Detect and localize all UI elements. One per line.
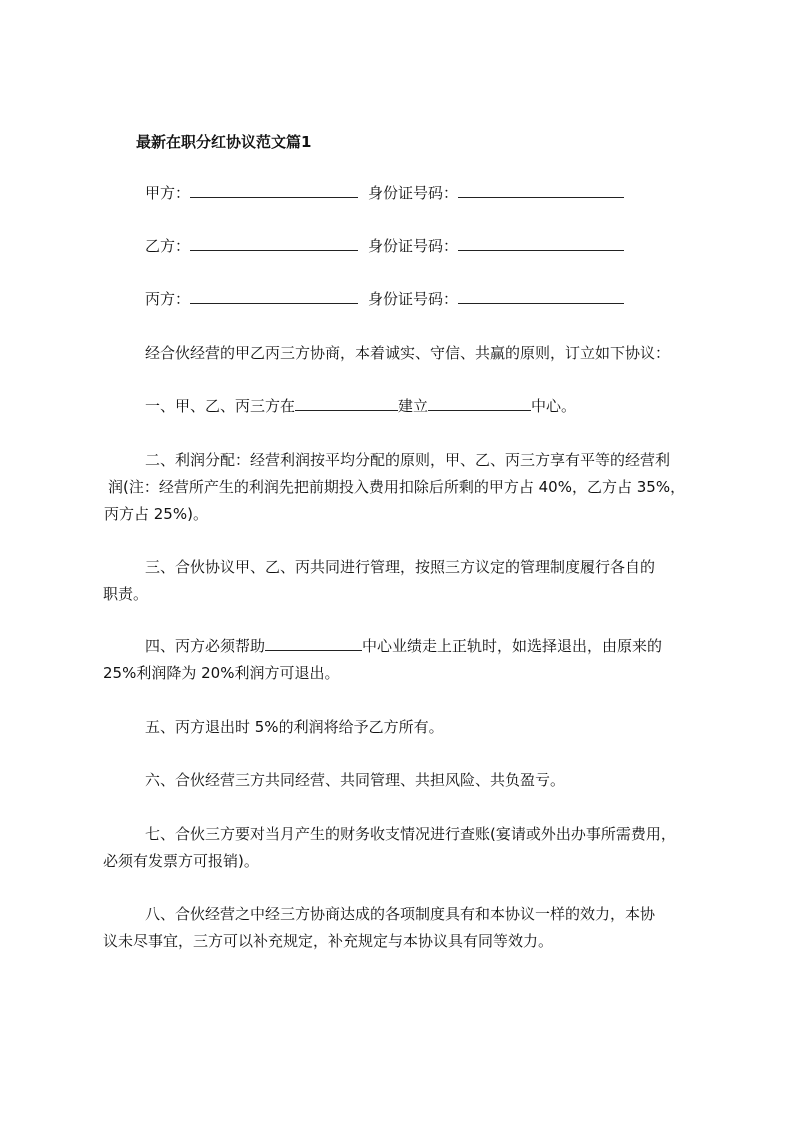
party-a-name-blank xyxy=(190,182,358,198)
clause-3-line-1: 三、合伙协议甲、乙、丙共同进行管理，按照三方议定的管理制度履行各自的 xyxy=(145,558,656,576)
party-row-b xyxy=(145,235,624,257)
party-a-id-blank xyxy=(458,182,624,198)
party-c-name-blank xyxy=(190,288,358,304)
clause-4-text-post: 中心业绩走上正轨时，如选择退出，由原来的 xyxy=(362,637,663,655)
party-b-id-blank xyxy=(458,235,624,251)
party-row-a xyxy=(145,182,624,204)
clause-2-line-1: 二、利润分配：经营利润按平均分配的原则，甲、乙、丙三方享有平等的经营利 xyxy=(145,451,671,469)
clause-1-center-blank xyxy=(428,395,531,411)
party-c-label: 丙方： xyxy=(145,290,191,308)
clause-4-line-1 xyxy=(145,635,662,657)
party-b-name-blank xyxy=(190,235,358,251)
clause-1-location-blank xyxy=(295,395,398,411)
clause-8-line-2: 议未尽事宜，三方可以补充规定，补充规定与本协议具有同等效力。 xyxy=(103,932,554,950)
clause-1-text-pre: 一、甲、乙、丙三方在 xyxy=(145,397,296,415)
clause-4-center-blank xyxy=(265,635,362,651)
clause-1-text-mid: 建立 xyxy=(398,397,429,415)
party-c-id-blank xyxy=(458,288,624,304)
clause-6: 六、合伙经营三方共同经营、共同管理、共担风险、共负盈亏。 xyxy=(145,771,566,789)
clause-4-text-pre: 四、丙方必须帮助 xyxy=(145,637,266,655)
clause-4-line-2: 25%利润降为 20%利润方可退出。 xyxy=(103,664,340,682)
document-title: 最新在职分红协议范文篇1 xyxy=(136,133,312,151)
clause-8-line-1: 八、合伙经营之中经三方协商达成的各项制度具有和本协议一样的效力，本协 xyxy=(145,905,656,923)
party-a-label: 甲方： xyxy=(145,184,191,202)
clause-2-line-3: 丙方占 25%)。 xyxy=(104,505,208,523)
clause-1-text-post: 中心。 xyxy=(531,397,577,415)
clause-2-line-2: 润(注：经营所产生的利润先把前期投入费用扣除后所剩的甲方占 40%，乙方占 35%， xyxy=(108,478,686,496)
party-b-label: 乙方： xyxy=(145,237,191,255)
party-c-id-label: 身份证号码： xyxy=(368,290,459,308)
clause-3-line-2: 职责。 xyxy=(103,585,149,603)
clause-1 xyxy=(145,395,576,417)
clause-5: 五、丙方退出时 5%的利润将给予乙方所有。 xyxy=(145,718,444,736)
intro-paragraph: 经合伙经营的甲乙丙三方协商，本着诚实、守信、共赢的原则，订立如下协议： xyxy=(145,344,671,362)
party-a-id-label: 身份证号码： xyxy=(368,184,459,202)
clause-7-line-1: 七、合伙三方要对当月产生的财务收支情况进行查账(宴请或外出办事所需费用， xyxy=(145,825,676,843)
party-row-c xyxy=(145,288,624,310)
clause-7-line-2: 必须有发票方可报销)。 xyxy=(103,852,259,870)
party-b-id-label: 身份证号码： xyxy=(368,237,459,255)
